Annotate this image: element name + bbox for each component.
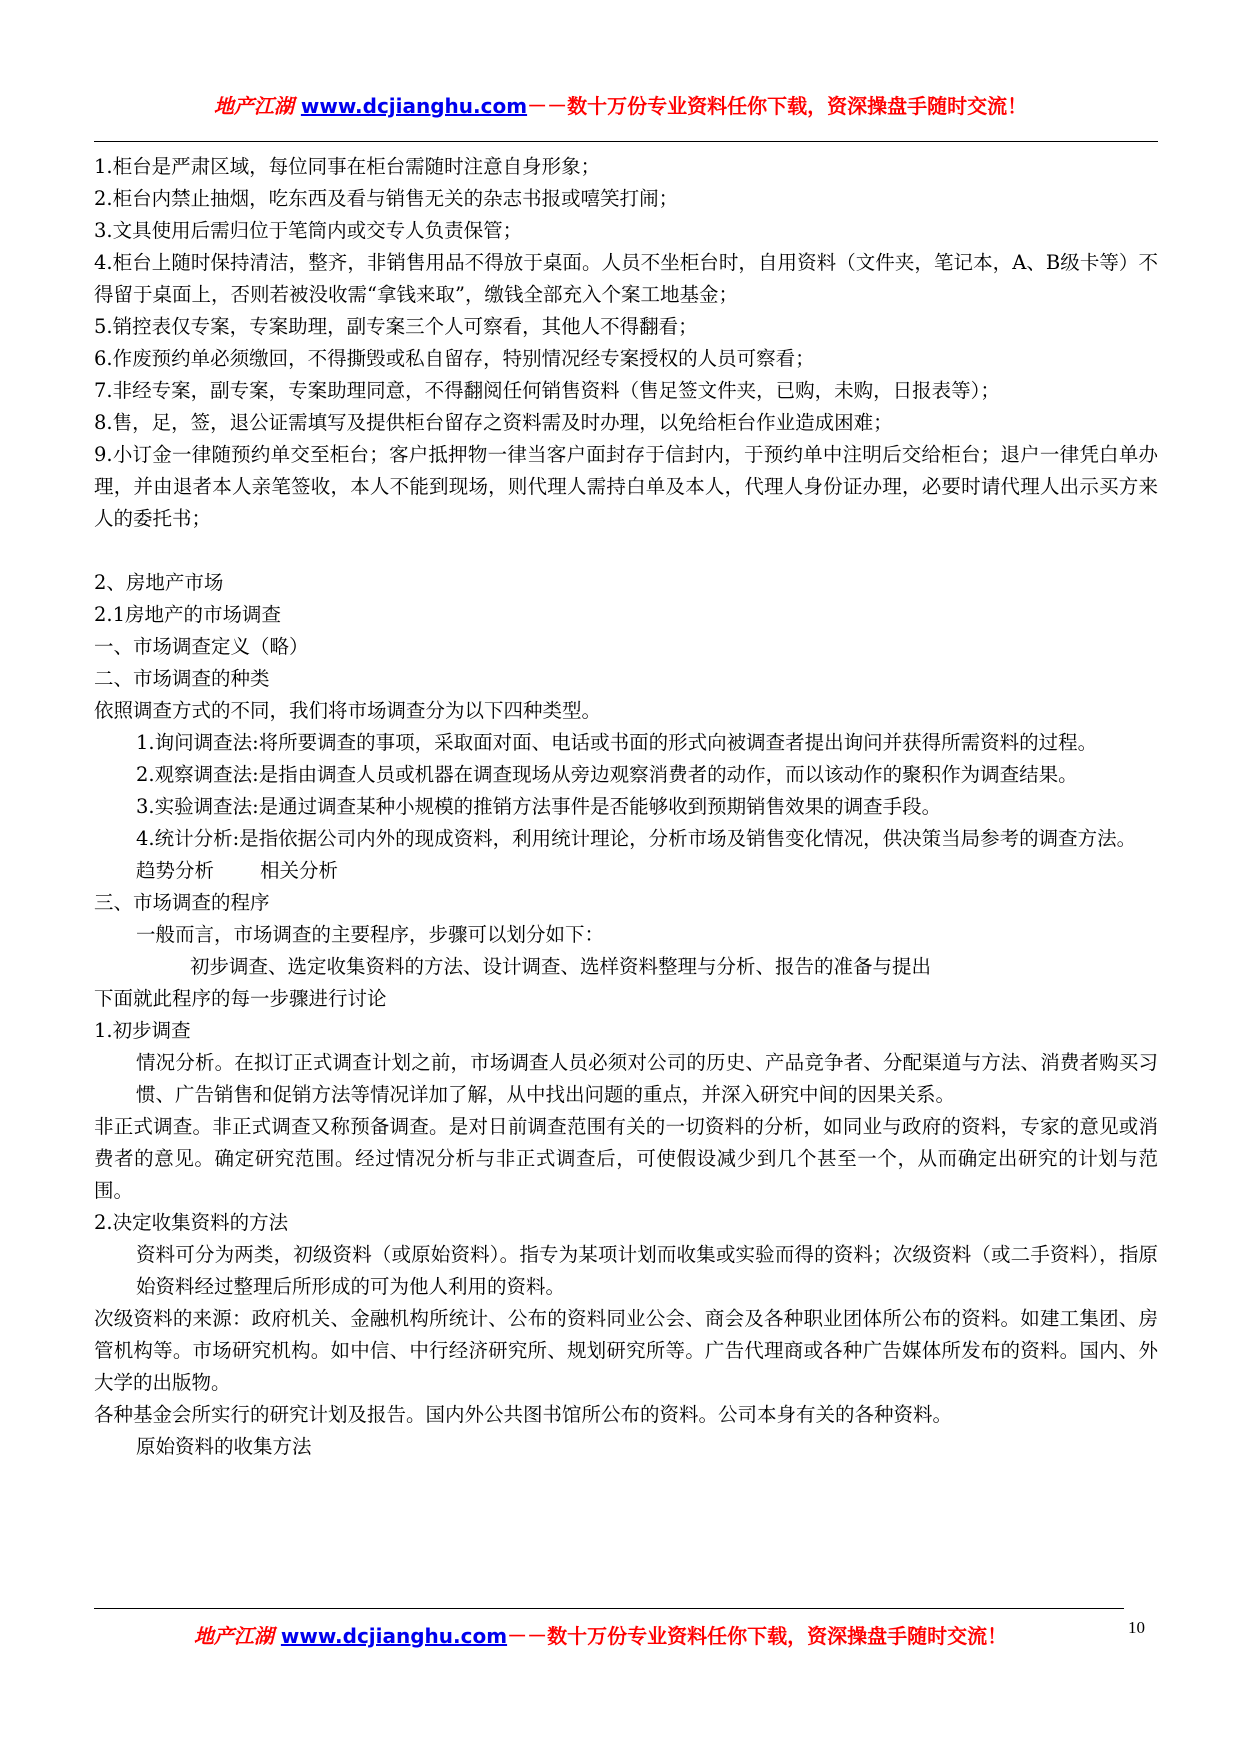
footer-tagline: －－数十万份专业资料任你下载，资深操盘手随时交流！ xyxy=(507,1624,1008,1648)
rule-item-3: 3.文具使用后需归位于笔筒内或交专人负责保管； xyxy=(94,219,523,242)
method-item-3: 3.实验调查法:是通过调查某种小规模的推销方法事件是否能够收到预期销售效果的调查手段。 xyxy=(136,795,942,818)
step1-paragraph-2: 非正式调查。非正式调查又称预备调查。是对日前调查范围有关的一切资料的分析，如同业与政府的资料，专家的意见或消费者的意见。确定研究范围。经过情况分析与非正式调查后，可使假设减少到几个甚至一个，从而确定出研究的计划与范围。 xyxy=(94,1115,1158,1202)
analysis-line xyxy=(94,855,1158,887)
step2-paragraph-1: 资料可分为两类，初级资料（或原始资料）。指专为某项计划而收集或实验而得的资料；次级资料（或二手资料），指原始资料经过整理后所形成的可为他人利用的资料。 xyxy=(136,1243,1158,1298)
page-content xyxy=(94,151,1158,1463)
rule-item-6: 6.作废预约单必须缴回，不得撕毁或私自留存，特别情况经专案授权的人员可察看； xyxy=(94,347,815,370)
rule-item-5: 5.销控表仅专案，专案助理，副专案三个人可察看，其他人不得翻看； xyxy=(94,315,698,338)
header-tagline: －－数十万份专业资料任你下载，资深操盘手随时交流！ xyxy=(527,94,1028,118)
method-item-4: 4.统计分析:是指依据公司内外的现成资料，利用统计理论，分析市场及销售变化情况，供决策当局参考的调查方法。 xyxy=(136,827,1137,850)
header-rule xyxy=(94,141,1158,142)
footer-banner xyxy=(0,1620,1221,1649)
footer-link[interactable]: www.dcjianghu.com xyxy=(280,1624,508,1648)
step1-title: 1.初步调查 xyxy=(94,1019,191,1042)
rule-item-2: 2.柜台内禁止抽烟，吃东西及看与销售无关的杂志书报或嘻笑打闹； xyxy=(94,187,679,210)
part2-intro: 依照调查方式的不同，我们将市场调查分为以下四种类型。 xyxy=(94,699,602,722)
step1-paragraph-1: 情况分析。在拟订正式调查计划之前，市场调查人员必须对公司的历史、产品竞争者、分配渠道与方法、消费者购买习惯、广告销售和促销方法等情况详加了解，从中找出问题的重点，并深入研究中间的因果关系。 xyxy=(136,1051,1158,1106)
method-item-2: 2.观察调查法:是指由调查人员或机器在调查现场从旁边观察消费者的动作，而以该动作的聚积作为调查结果。 xyxy=(136,763,1078,786)
part3-title: 三、市场调查的程序 xyxy=(94,891,270,914)
part2-title: 二、市场调查的种类 xyxy=(94,667,270,690)
rule-item-4: 4.柜台上随时保持清洁，整齐，非销售用品不得放于桌面。人员不坐柜台时，自用资料（文件夹，笔记本，A、B级卡等）不得留于桌面上，否则若被没收需“拿钱来取”，缴钱全部充入个案工地基金； xyxy=(94,251,1158,306)
header-link[interactable]: www.dcjianghu.com xyxy=(300,94,528,118)
step2-paragraph-2: 次级资料的来源：政府机关、金融机构所统计、公布的资料同业公会、商会及各种职业团体所公布的资料。如建工集团、房管机构等。市场研究机构。如中信、中行经济研究所、规划研究所等。广告代理商或各种广告媒体所发布的资料。国内、外大学的出版物。 xyxy=(94,1307,1158,1394)
method-item-1: 1.询问调查法:将所要调查的事项，采取面对面、电话或书面的形式向被调查者提出询问并获得所需资料的过程。 xyxy=(136,731,1098,754)
section-title: 2、房地产市场 xyxy=(94,571,224,594)
footer-brand: 地产江湖 xyxy=(193,1624,274,1648)
rule-item-9: 9.小订金一律随预约单交至柜台；客户抵押物一律当客户面封存于信封内，于预约单中注明后交给柜台；退户一律凭白单办理，并由退者本人亲笔签收，本人不能到现场，则代理人需持白单及本人，代理人身份证办理，必要时请代理人出示买方来人的委托书； xyxy=(94,443,1158,530)
rule-item-1: 1.柜台是严肃区域，每位同事在柜台需随时注意自身形象； xyxy=(94,155,601,178)
spacer xyxy=(94,535,1158,567)
subsection-title: 2.1房地产的市场调查 xyxy=(94,603,282,626)
step2-paragraph-4: 原始资料的收集方法 xyxy=(136,1435,312,1458)
rule-item-8: 8.售，足，签，退公证需填写及提供柜台留存之资料需及时办理，以免给柜台作业造成困难； xyxy=(94,411,893,434)
trend-analysis: 趋势分析 xyxy=(136,859,215,882)
header-banner xyxy=(0,90,1241,119)
part3-follow: 下面就此程序的每一步骤进行讨论 xyxy=(94,987,387,1010)
rule-item-7: 7.非经专案，副专案，专案助理同意，不得翻阅任何销售资料（售足签文件夹，已购，未购，日报表等）； xyxy=(94,379,1000,402)
page-number: 10 xyxy=(1128,1618,1145,1637)
footer-rule xyxy=(94,1608,1124,1609)
part1-title: 一、市场调查定义（略） xyxy=(94,635,309,658)
part3-intro: 一般而言，市场调查的主要程序，步骤可以划分如下： xyxy=(136,923,605,946)
header-brand: 地产江湖 xyxy=(213,94,294,118)
step2-paragraph-3: 各种基金会所实行的研究计划及报告。国内外公共图书馆所公布的资料。公司本身有关的各种资料。 xyxy=(94,1403,953,1426)
part3-steps: 初步调查、选定收集资料的方法、设计调查、选样资料整理与分析、报告的准备与提出 xyxy=(190,955,932,978)
correlation-analysis: 相关分析 xyxy=(260,859,339,882)
step2-title: 2.决定收集资料的方法 xyxy=(94,1211,289,1234)
